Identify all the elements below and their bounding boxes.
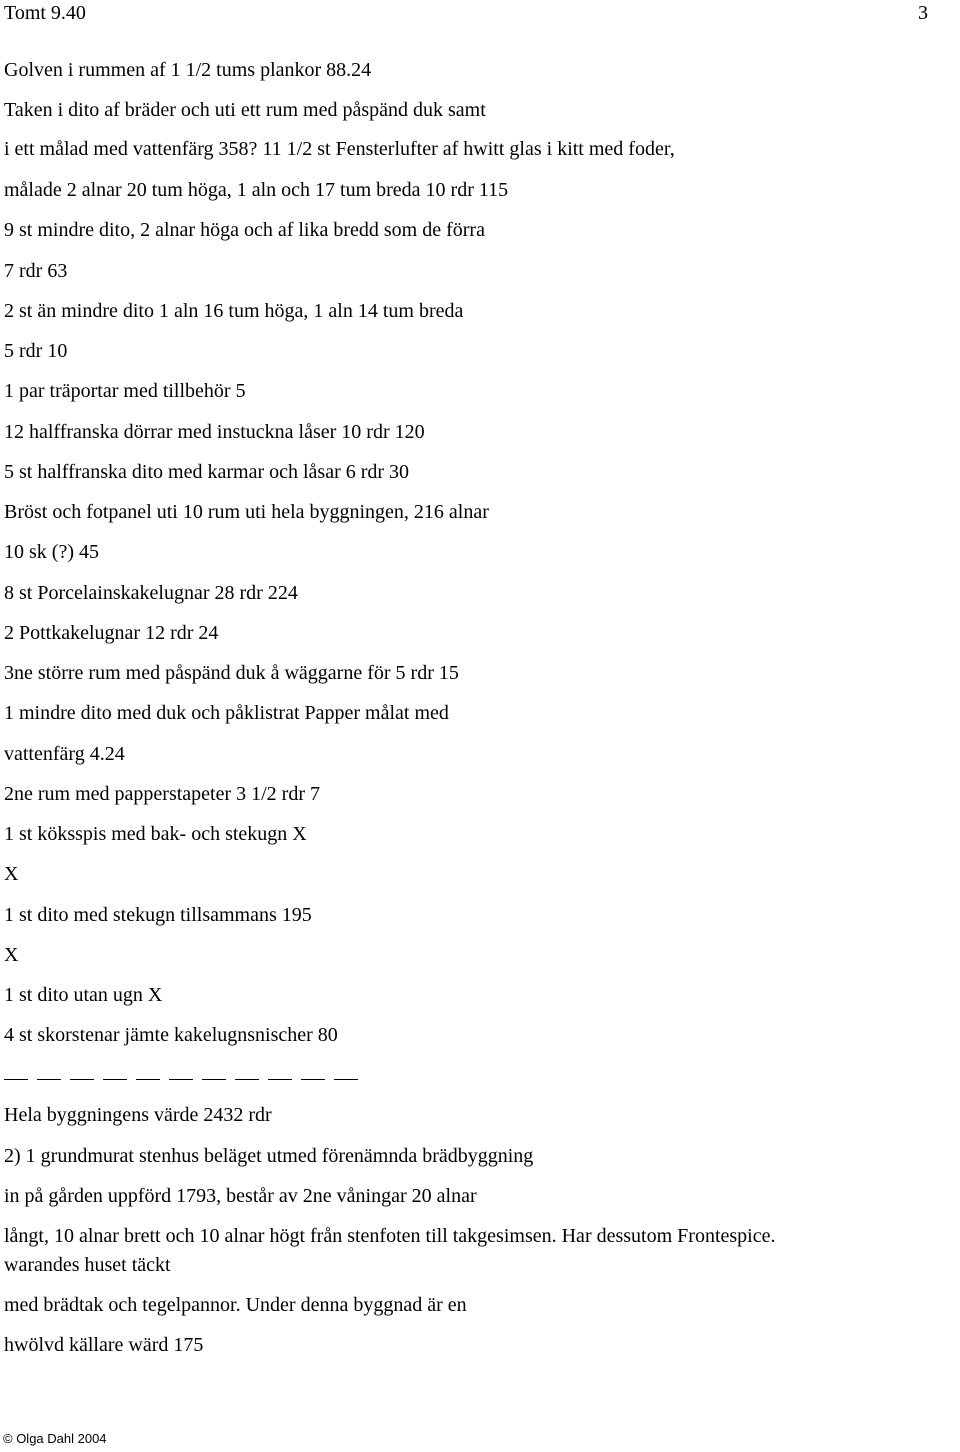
- text-line: 2 Pottkakelugnar 12 rdr 24: [4, 622, 219, 644]
- text-line: Taken i dito af bräder och uti ett rum med påspänd duk samt: [4, 99, 486, 121]
- text-line: 1 par träportar med tillbehör 5: [4, 380, 246, 402]
- text-line: 2ne rum med papperstapeter 3 1/2 rdr 7: [4, 783, 321, 805]
- text-line: 10 sk (?) 45: [4, 541, 99, 563]
- text-line: i ett målad med vattenfärg 358? 11 1/2 st Fensterlufter af hwitt glas i kitt med foder,: [4, 138, 675, 160]
- text-line: X: [4, 944, 19, 966]
- page-header: [4, 0, 928, 26]
- text-line: 7 rdr 63: [4, 260, 68, 282]
- dash-segment: [37, 1079, 61, 1080]
- document-title: Tomt 9.40: [4, 2, 86, 24]
- text-line: 2 st än mindre dito 1 aln 16 tum höga, 1 aln 14 tum breda: [4, 300, 464, 322]
- text-line: X: [4, 863, 19, 885]
- dash-segment: [301, 1079, 325, 1080]
- dash-segment: [235, 1079, 259, 1080]
- copyright-footer: © Olga Dahl 2004: [3, 1431, 107, 1446]
- text-line: målade 2 alnar 20 tum höga, 1 aln och 17 tum breda 10 rdr 115: [4, 179, 509, 201]
- text-line: 2) 1 grundmurat stenhus beläget utmed förenämnda brädbyggning: [4, 1145, 534, 1167]
- dash-segment: [4, 1079, 28, 1080]
- dash-segment: [334, 1079, 358, 1080]
- text-line: 1 mindre dito med duk och påklistrat Papper målat med: [4, 702, 449, 724]
- dash-separator: [4, 1067, 358, 1080]
- text-line: Golven i rummen af 1 1/2 tums plankor 88.24: [4, 59, 372, 81]
- dash-segment: [268, 1079, 292, 1080]
- text-line: 3ne större rum med påspänd duk å wäggarne för 5 rdr 15: [4, 662, 459, 684]
- text-line: 1 st dito med stekugn tillsammans 195: [4, 904, 312, 926]
- text-line: 1 st dito utan ugn X: [4, 984, 163, 1006]
- dash-segment: [202, 1079, 226, 1080]
- text-line: Bröst och fotpanel uti 10 rum uti hela byggningen, 216 alnar: [4, 501, 489, 523]
- page-number: 3: [918, 2, 928, 24]
- dash-segment: [70, 1079, 94, 1080]
- dash-segment: [136, 1079, 160, 1080]
- text-line: 4 st skorstenar jämte kakelugnsnischer 80: [4, 1024, 338, 1046]
- text-line: Hela byggningens värde 2432 rdr: [4, 1104, 272, 1126]
- text-line: warandes huset täckt: [4, 1254, 171, 1276]
- text-line: 1 st köksspis med bak- och stekugn X: [4, 823, 307, 845]
- text-line: 9 st mindre dito, 2 alnar höga och af lika bredd som de förra: [4, 219, 485, 241]
- text-line: in på gården uppförd 1793, består av 2ne våningar 20 alnar: [4, 1185, 477, 1207]
- dash-segment: [169, 1079, 193, 1080]
- text-line: långt, 10 alnar brett och 10 alnar högt från stenfoten till takgesimsen. Har dessutom Frontespice.: [4, 1225, 776, 1247]
- text-line: 8 st Porcelainskakelugnar 28 rdr 224: [4, 582, 298, 604]
- dash-segment: [103, 1079, 127, 1080]
- text-line: 12 halffranska dörrar med instuckna låser 10 rdr 120: [4, 421, 425, 443]
- text-line: 5 st halffranska dito med karmar och låsar 6 rdr 30: [4, 461, 410, 483]
- text-line: 5 rdr 10: [4, 340, 68, 362]
- text-line: vattenfärg 4.24: [4, 743, 125, 765]
- text-line: hwölvd källare wärd 175: [4, 1334, 204, 1356]
- text-line: med brädtak och tegelpannor. Under denna byggnad är en: [4, 1294, 467, 1316]
